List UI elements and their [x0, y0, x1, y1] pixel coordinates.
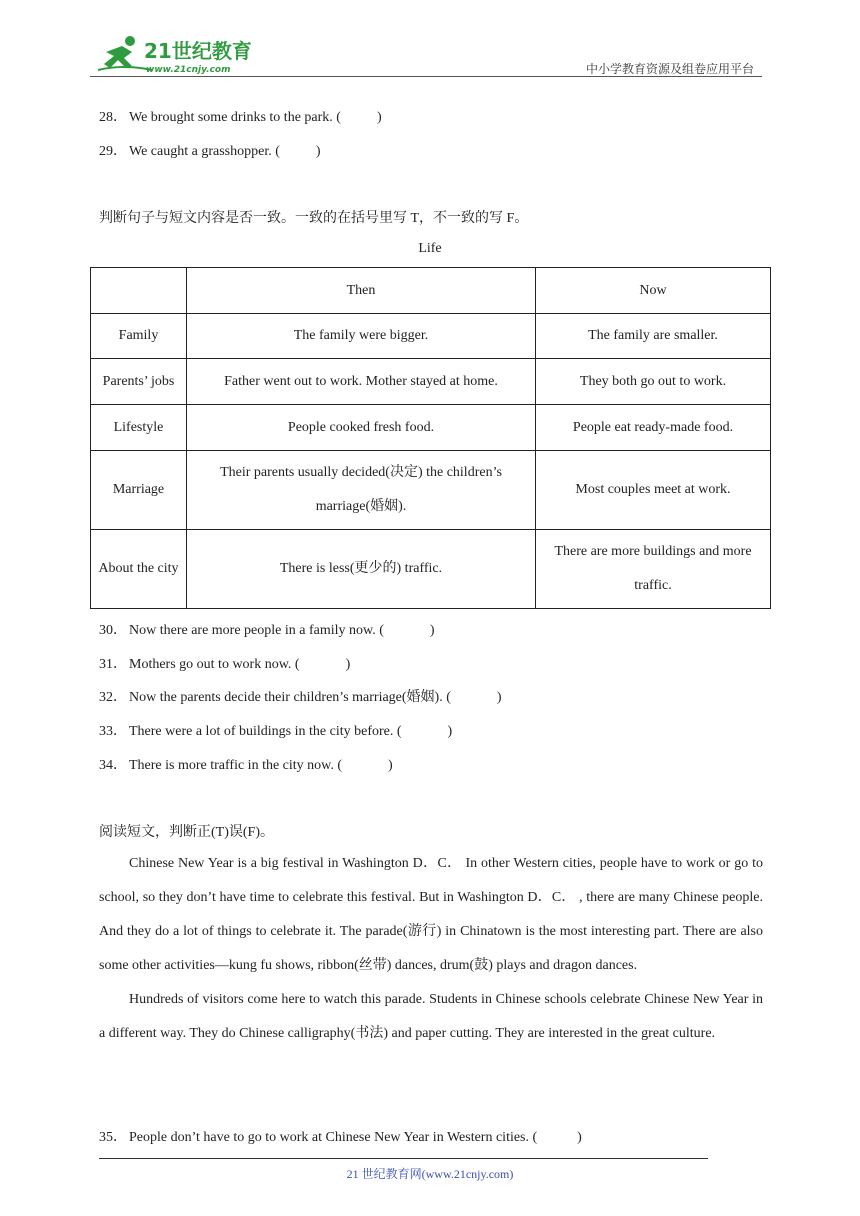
page-footer[interactable]: 21 世纪教育网(www.21cnjy.com): [346, 1167, 514, 1181]
bracket-close: ): [376, 110, 382, 125]
header-divider: [90, 76, 762, 77]
question-31: [99, 653, 350, 673]
bracket-close: ): [447, 724, 453, 739]
then-cell: There is less(更少的) traffic.: [187, 530, 536, 609]
platform-name: 中小学教育资源及组卷应用平台: [585, 62, 754, 76]
question-text: Now the parents decide their children’s marriage(婚姻). (: [129, 690, 451, 705]
reading-passage: [99, 847, 763, 1051]
question-text: Mothers go out to work now. (: [129, 657, 300, 672]
bracket-close: ): [496, 690, 502, 705]
logo-url: www.21cnjy.com: [146, 65, 231, 75]
question-29: [99, 140, 321, 160]
table-row: [91, 451, 771, 530]
now-cell: There are more buildings and more traffic.: [536, 530, 771, 609]
question-34: [99, 754, 393, 774]
row-label: Lifestyle: [91, 405, 187, 451]
question-text: Now there are more people in a family now. (: [129, 623, 384, 638]
now-cell: The family are smaller.: [536, 314, 771, 359]
row-label: Marriage: [91, 451, 187, 530]
question-text: There were a lot of buildings in the city before. (: [129, 724, 402, 739]
passage-paragraph: Chinese New Year is a big festival in Washington D．C． In other Western cities, people have to work or go to school, so they don’t have time to celebrate this festival. But in Washington D．C． , there are many Chinese people. And they do a lot of things to celebrate it. The parade(游行) in Chinatown is the most interesting part. There are also some other activities—kung fu shows, ribbon(丝带) dances, drum(鼓) plays and dragon dances.: [99, 856, 763, 973]
question-number: 30．: [99, 623, 127, 638]
row-label: Parents’ jobs: [91, 359, 187, 405]
question-33: [99, 720, 452, 740]
row-label: Family: [91, 314, 187, 359]
question-28: [99, 106, 382, 126]
logo-text: 21世纪教育: [144, 39, 252, 63]
question-number: 29．: [99, 144, 127, 159]
now-cell: People eat ready-made food.: [536, 405, 771, 451]
header-cell: Now: [536, 268, 771, 314]
table-row: [91, 530, 771, 609]
question-30: [99, 619, 435, 639]
bracket-close: ): [577, 1130, 582, 1145]
then-cell: The family were bigger.: [187, 314, 536, 359]
question-number: 32．: [99, 690, 127, 705]
table-row: [91, 314, 771, 359]
bracket-close: ): [345, 657, 351, 672]
now-cell: They both go out to work.: [536, 359, 771, 405]
question-32: [99, 686, 502, 706]
question-number: 34．: [99, 758, 127, 773]
question-text: There is more traffic in the city now. (: [129, 758, 343, 773]
bracket-close: ): [429, 623, 435, 638]
question-35: [99, 1126, 582, 1146]
question-text: People don’t have to go to work at Chinese New Year in Western cities. (: [129, 1130, 538, 1145]
table-header-row: [91, 268, 771, 314]
row-label: About the city: [91, 530, 187, 609]
bracket-close: ): [315, 144, 321, 159]
runner-logo-icon: [92, 34, 262, 76]
bracket-close: ): [388, 758, 393, 773]
question-number: 31．: [99, 657, 127, 672]
question-number: 28．: [99, 110, 127, 125]
then-cell: Father went out to work. Mother stayed at home.: [187, 359, 536, 405]
then-cell: People cooked fresh food.: [187, 405, 536, 451]
header-cell: [91, 268, 187, 314]
footer-divider: [99, 1158, 708, 1159]
page-header: [90, 34, 762, 78]
question-number: 33．: [99, 724, 127, 739]
section-instruction: 判断句子与短文内容是否一致。一致的在括号里写 T，不一致的写 F。: [99, 211, 529, 226]
table-row: [91, 359, 771, 405]
header-cell: Then: [187, 268, 536, 314]
question-text: We brought some drinks to the park. (: [129, 110, 341, 125]
passage-paragraph: Hundreds of visitors come here to watch this parade. Students in Chinese schools celebrate Chinese New Year in a different way. They do Chinese calligraphy(书法) and paper cutting. They are interested in the great culture.: [99, 992, 763, 1041]
now-cell: Most couples meet at work.: [536, 451, 771, 530]
section-instruction: 阅读短文，判断正(T)误(F)。: [99, 825, 274, 840]
table-title: Life: [418, 241, 442, 256]
then-cell: Their parents usually decided(决定) the children’s marriage(婚姻).: [187, 451, 536, 530]
question-number: 35．: [99, 1130, 127, 1145]
life-comparison-table: [90, 267, 771, 609]
question-text: We caught a grasshopper. (: [129, 144, 280, 159]
table-row: [91, 405, 771, 451]
site-logo: [92, 34, 262, 76]
